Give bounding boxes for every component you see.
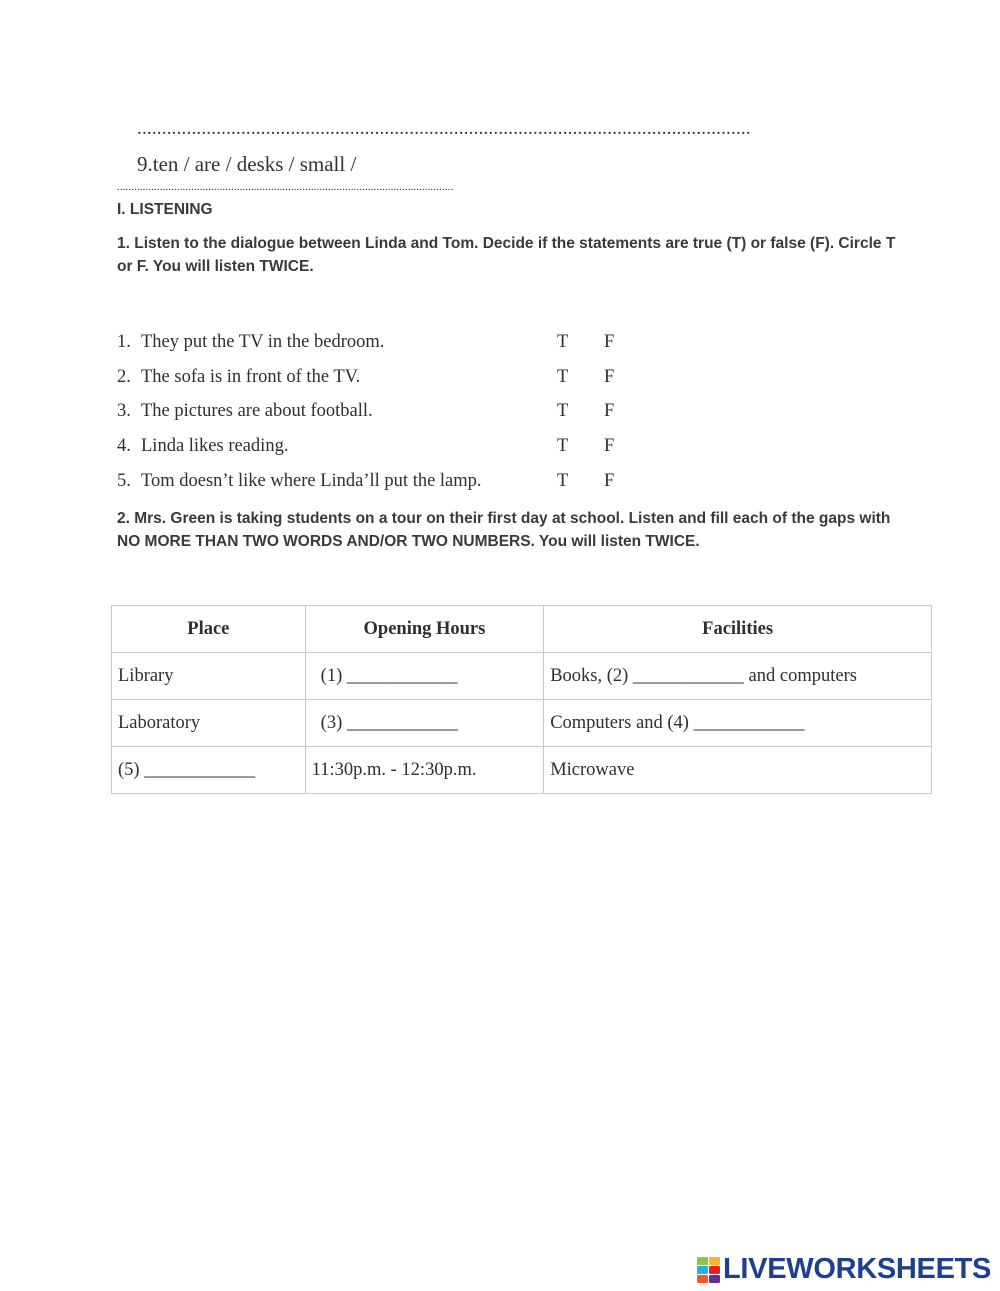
- statement-text: Linda likes reading.: [141, 436, 289, 456]
- table-row: [112, 747, 932, 794]
- gap-cell[interactable]: (5) ____________: [112, 747, 306, 794]
- table-cell: Library: [112, 653, 306, 700]
- gap-cell[interactable]: (1) ____________: [305, 653, 544, 700]
- statement-text: The pictures are about football.: [141, 401, 373, 421]
- false-option[interactable]: F: [604, 367, 615, 387]
- facility-table: [111, 605, 932, 794]
- statement-number: 1.: [117, 332, 131, 352]
- column-header: Place: [112, 606, 306, 653]
- false-option[interactable]: F: [604, 332, 615, 352]
- table-cell: 11:30p.m. - 12:30p.m.: [305, 747, 544, 794]
- statement-text: Tom doesn’t like where Linda’ll put the lamp.: [141, 471, 482, 491]
- table-row: [112, 700, 932, 747]
- true-option[interactable]: T: [557, 332, 569, 352]
- true-option[interactable]: T: [557, 471, 569, 491]
- column-header: Facilities: [544, 606, 932, 653]
- gap-cell[interactable]: Computers and (4) ____________: [544, 700, 932, 747]
- part1-instruction: 1. Listen to the dialogue between Linda and Tom. Decide if the statements are true (T) or false (F). Circle T or F. You will listen TWICE.: [117, 235, 896, 275]
- question-9: 9.ten / are / desks / small /: [137, 152, 357, 176]
- table-cell: Microwave: [544, 747, 932, 794]
- column-header: Opening Hours: [305, 606, 544, 653]
- true-option[interactable]: T: [557, 436, 569, 456]
- statement-text: They put the TV in the bedroom.: [141, 332, 385, 352]
- brand-name: LIVEWORKSHEETS: [723, 1253, 992, 1285]
- answer-dotted-line: ............................................................................................................................: [137, 118, 751, 139]
- false-option[interactable]: F: [604, 401, 615, 421]
- statement-number: 5.: [117, 471, 131, 491]
- statement-text: The sofa is in front of the TV.: [141, 367, 361, 387]
- table-header-row: [112, 606, 932, 653]
- section-heading: I. LISTENING: [117, 201, 213, 218]
- true-option[interactable]: T: [557, 367, 569, 387]
- false-option[interactable]: F: [604, 436, 615, 456]
- statement-number: 4.: [117, 436, 131, 456]
- false-option[interactable]: F: [604, 471, 615, 491]
- true-option[interactable]: T: [557, 401, 569, 421]
- gap-cell[interactable]: (3) ____________: [305, 700, 544, 747]
- table-row: [112, 653, 932, 700]
- answer-dotted-line: ......................................................................................................................: [117, 181, 454, 193]
- liveworksheets-logo-icon: [697, 1257, 721, 1283]
- part2-instruction: 2. Mrs. Green is taking students on a tour on their first day at school. Listen and fill each of the gaps with NO MORE THAN TWO WORDS AND/OR TWO NUMBERS. You will listen TWICE.: [117, 510, 891, 550]
- table-cell: Laboratory: [112, 700, 306, 747]
- statement-number: 2.: [117, 367, 131, 387]
- gap-cell[interactable]: Books, (2) ____________ and computers: [544, 653, 932, 700]
- statement-number: 3.: [117, 401, 131, 421]
